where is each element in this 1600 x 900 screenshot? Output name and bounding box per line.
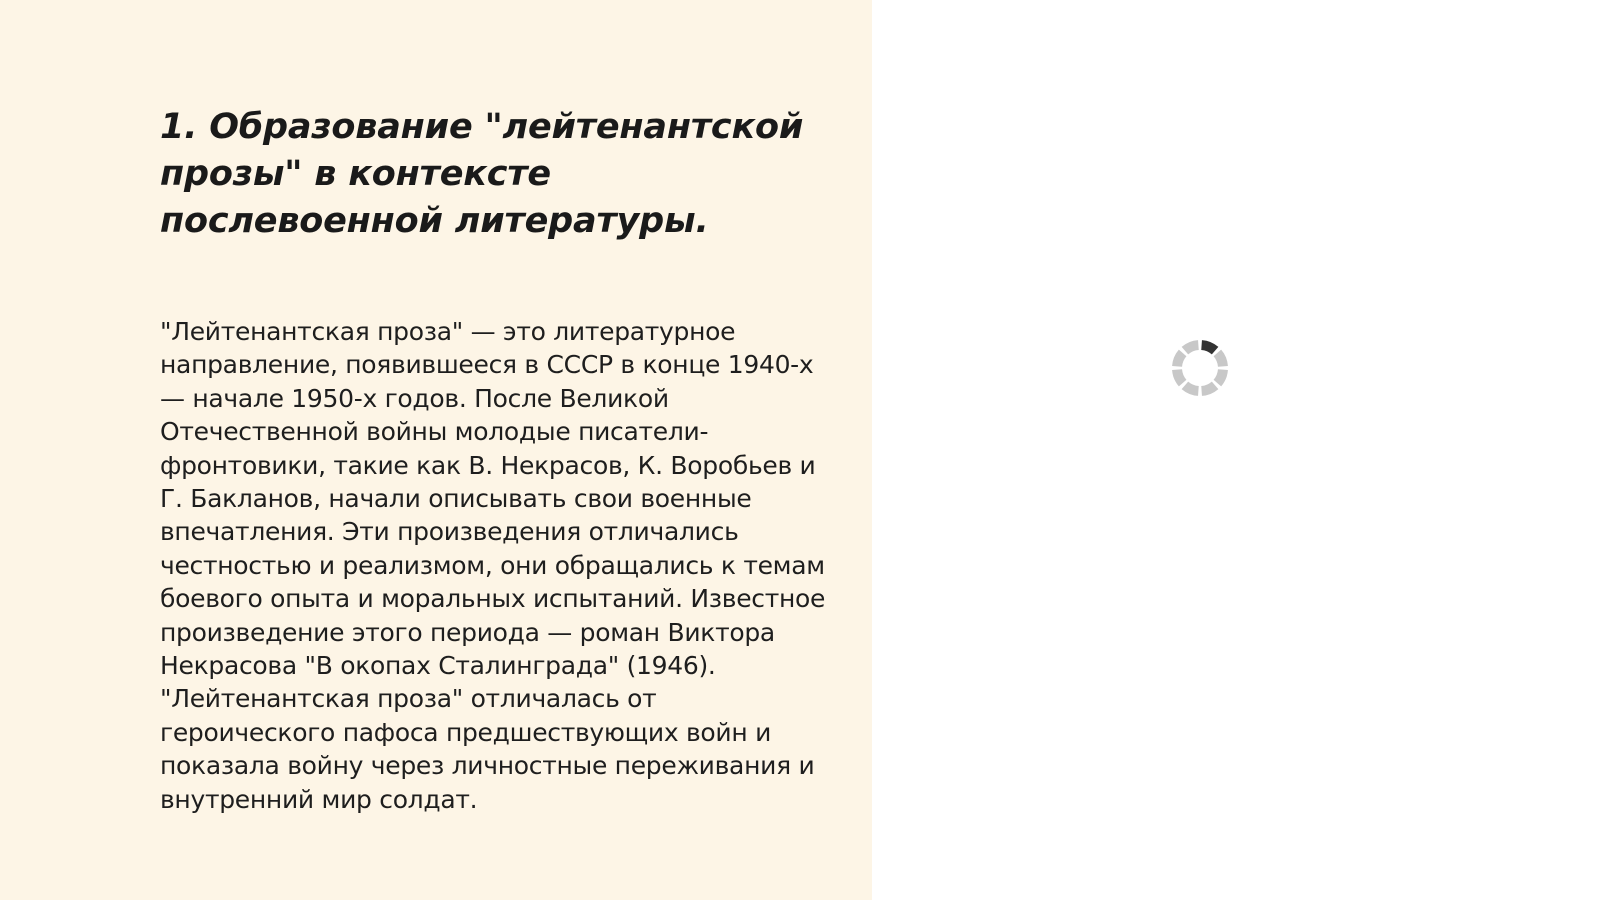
spinner-segment bbox=[1214, 369, 1228, 386]
image-placeholder bbox=[872, 0, 1600, 900]
spinner-segment bbox=[1182, 340, 1199, 354]
slide-title: 1. Образование "лейтенантской прозы" в контексте послевоенной литературы. bbox=[160, 107, 804, 241]
spinner-segment bbox=[1201, 382, 1218, 396]
slide-body-text: "Лейтенантская проза" — это литературное направление, появившееся в СССР в конце 1940-х — начале 1950-х годов. После Великой Отечественной войны молодые писатели-фронтовики, такие как В. Некрасов, К. Воробьев и Г. Бакланов, начали описывать свои военные впечатления. Эти произведения отличались честностью и реализмом, они обращались к темам боевого опыта и моральных испытаний. Известное произведение этого периода — роман Виктора Некрасова "В окопах Сталинграда" (1946). "Лейтенантская проза" отличалась от героического пафоса предшествующих войн и показала войну через личностные переживания и внутренний мир солдат. bbox=[160, 317, 826, 814]
spinner-segment bbox=[1172, 350, 1186, 367]
spinner-segment bbox=[1182, 382, 1199, 396]
spinner-segment bbox=[1201, 340, 1218, 354]
spinner-segment bbox=[1172, 369, 1186, 386]
spinner-segment bbox=[1214, 350, 1228, 367]
loading-spinner-icon bbox=[1170, 338, 1230, 398]
